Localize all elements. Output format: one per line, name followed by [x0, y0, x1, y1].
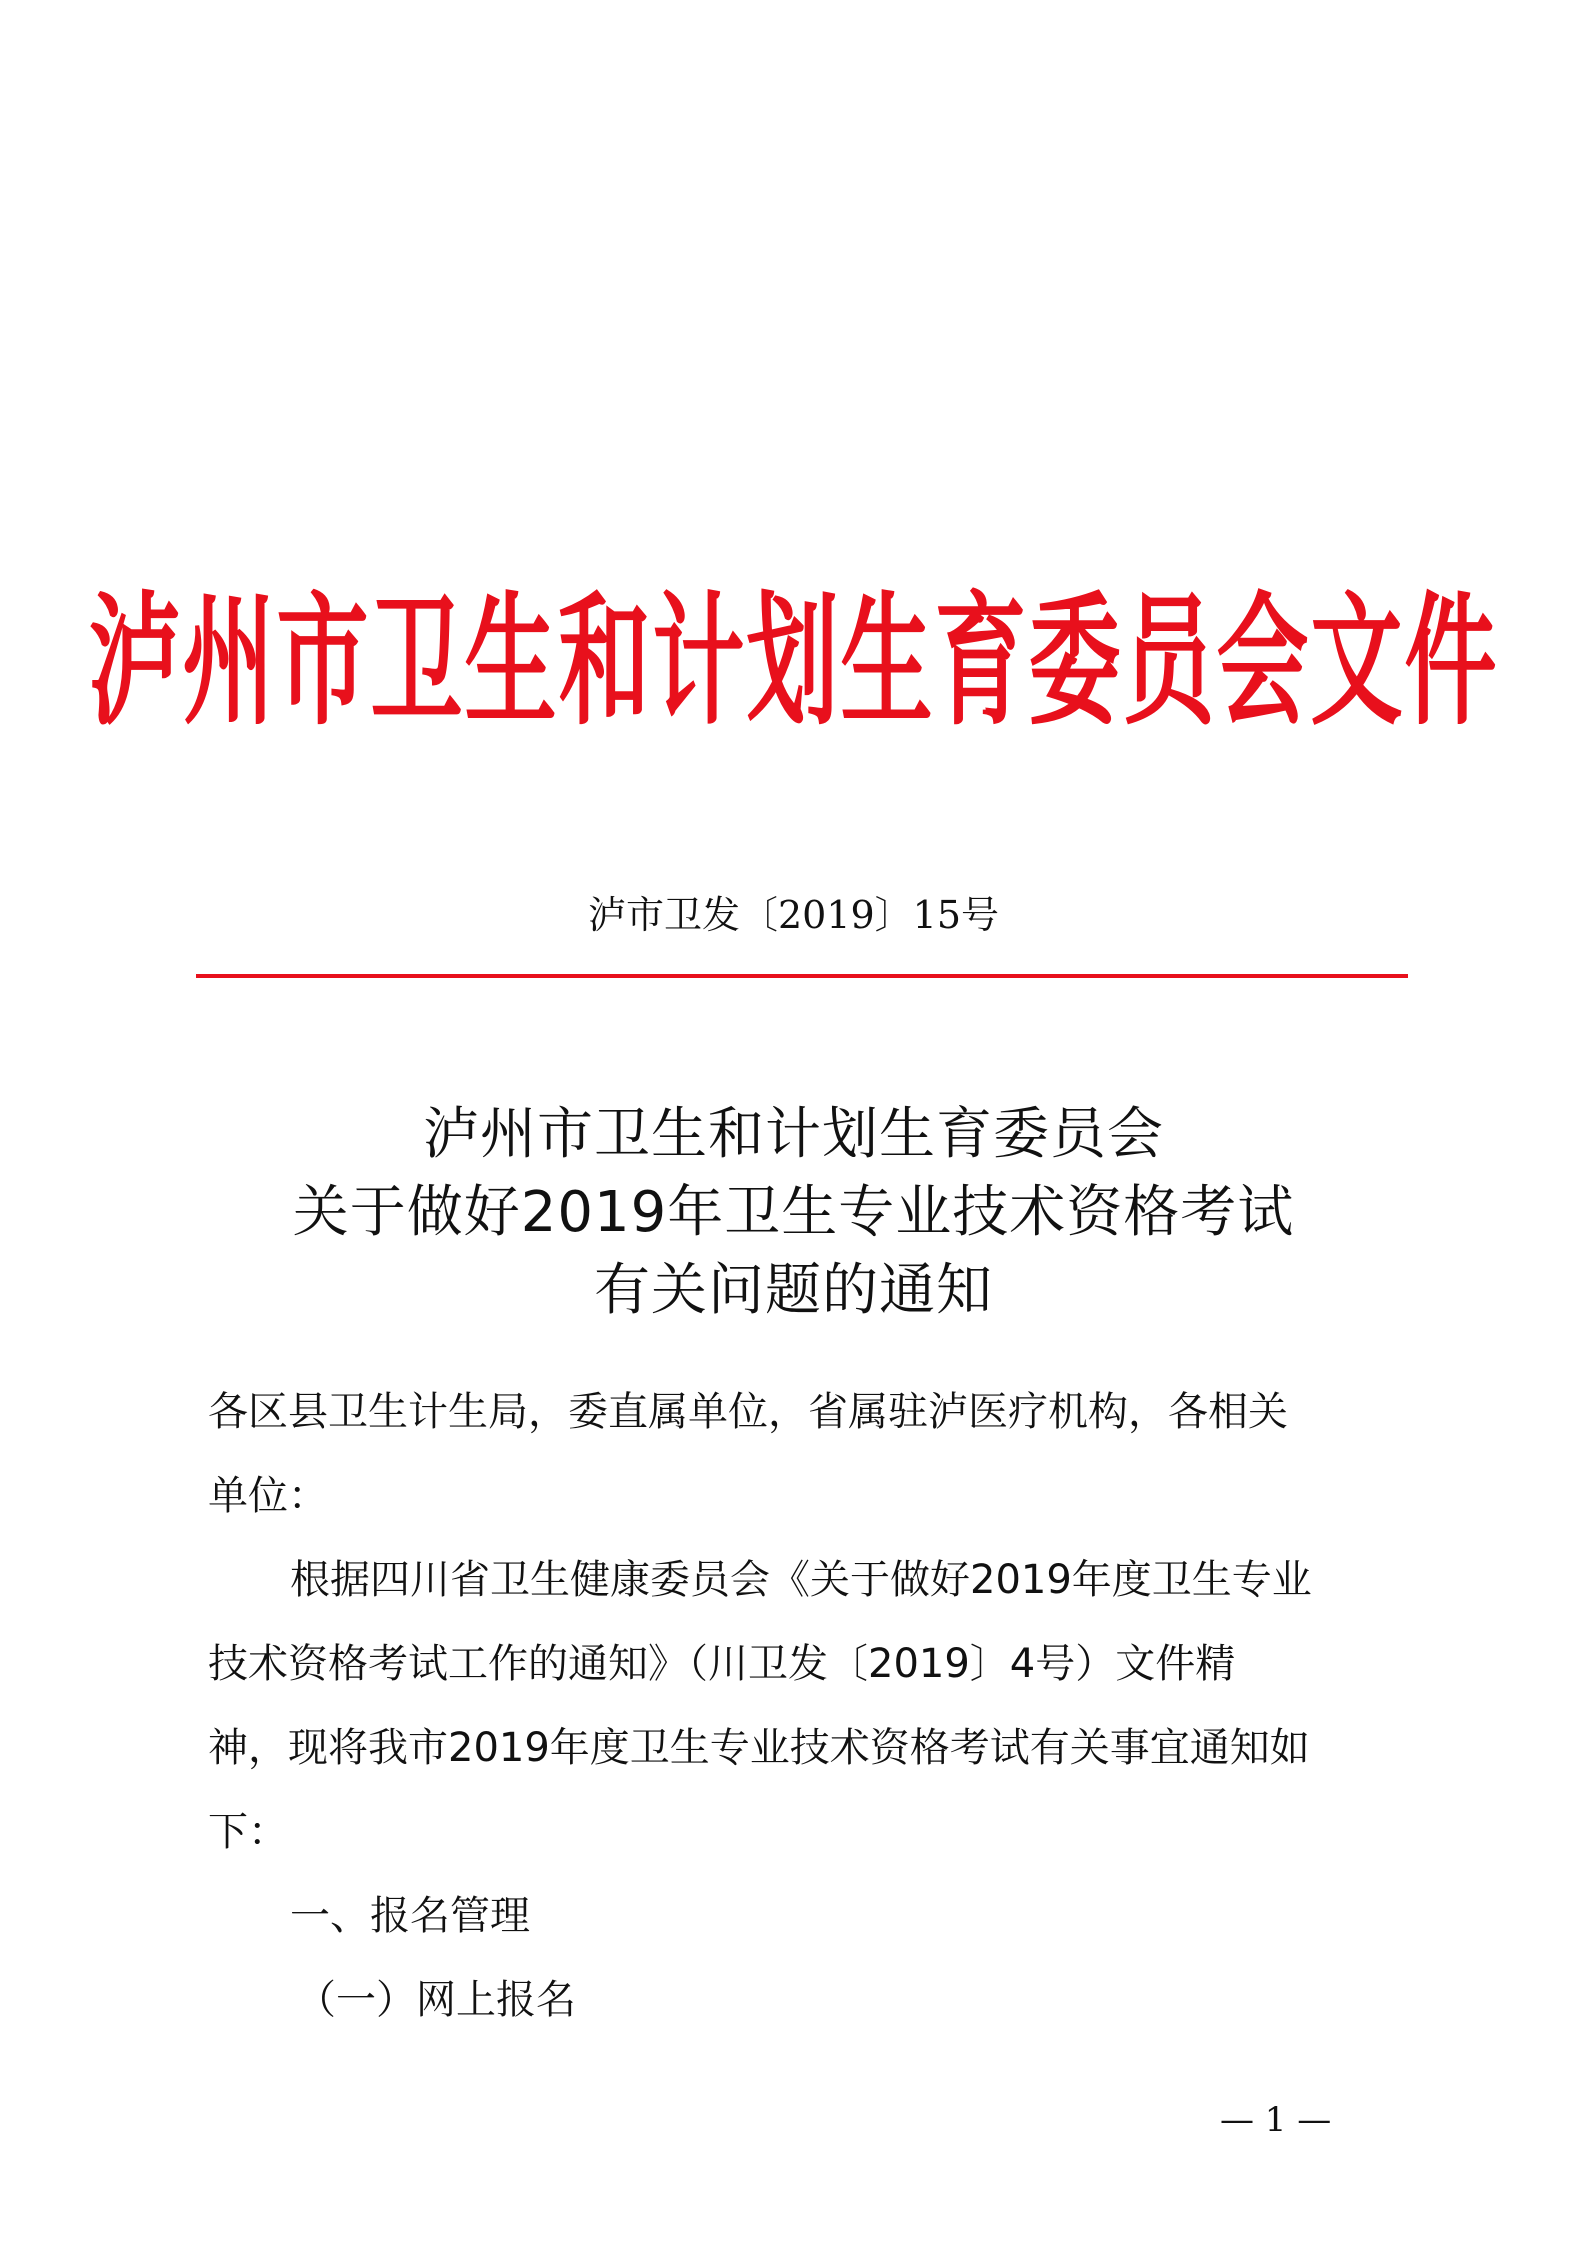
document-number: 泸市卫发〔2019〕15号	[587, 893, 1000, 937]
paragraph-1-line-3: 神，现将我市2019年度卫生专业技术资格考试有关事宜通知如	[208, 1725, 1310, 1771]
notice-title-line-3: 有关问题的通知	[594, 1258, 993, 1323]
paragraph-1-line-1: 根据四川省卫生健康委员会《关于做好2019年度卫生专业	[290, 1557, 1312, 1603]
paragraph-1-line-2: 技术资格考试工作的通知》（川卫发〔2019〕4号）文件精	[208, 1641, 1236, 1687]
masthead-title: 泸州市卫生和计划生育委员会文件	[88, 579, 1499, 745]
salutation-line-1: 各区县卫生计生局，委直属单位，省属驻泸医疗机构，各相关	[208, 1389, 1288, 1435]
red-divider	[196, 974, 1408, 978]
section-subheading: （一）网上报名	[296, 1977, 576, 2023]
salutation-line-2: 单位：	[208, 1473, 328, 1519]
notice-title-line-2: 关于做好2019年卫生专业技术资格考试	[292, 1180, 1295, 1245]
notice-title-line-1: 泸州市卫生和计划生育委员会	[423, 1102, 1164, 1167]
paragraph-1-line-4: 下：	[208, 1809, 288, 1855]
section-heading: 一、报名管理	[290, 1893, 530, 1939]
page-number: — 1 —	[1220, 2100, 1332, 2140]
